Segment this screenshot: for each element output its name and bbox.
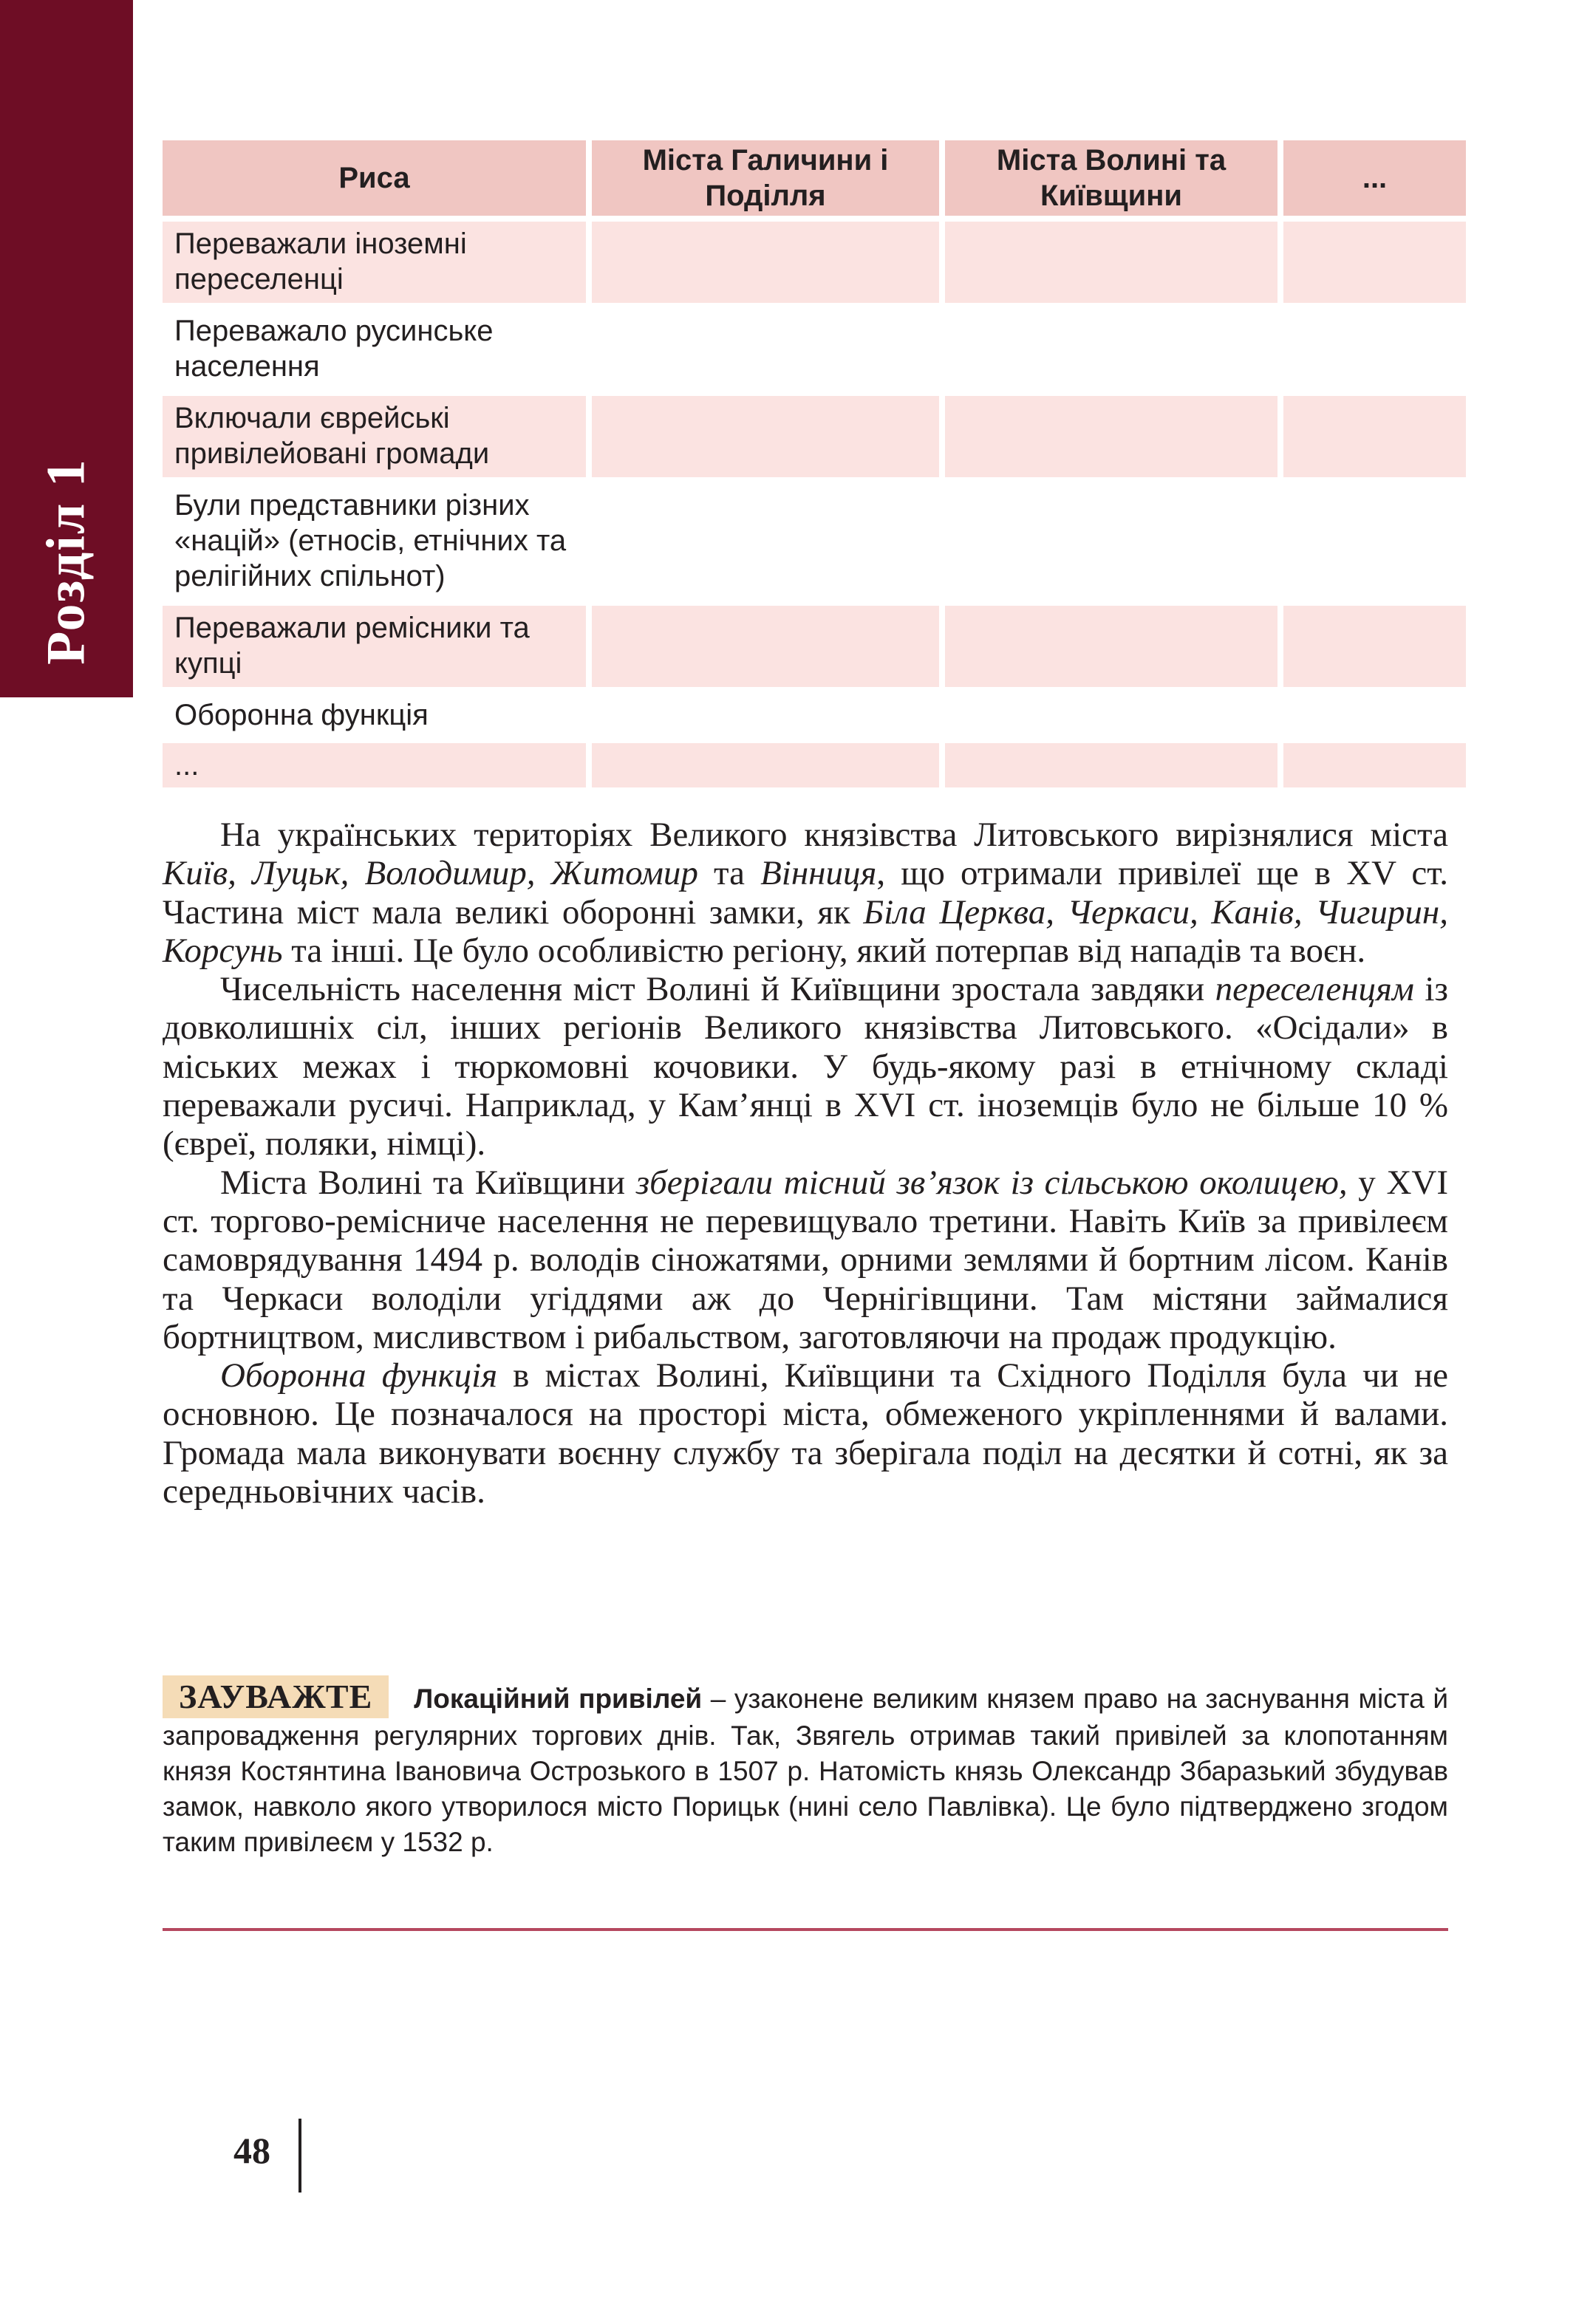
table-row: [163, 693, 1466, 737]
answer-cell: [945, 693, 1277, 737]
note-label: ЗАУВАЖТЕ: [163, 1675, 389, 1718]
main-text: [163, 816, 1448, 1511]
row-label: ...: [163, 743, 586, 787]
header-galicia-podillia: Міста Галичини і Поділля: [592, 140, 939, 216]
page-number: 48: [233, 2130, 270, 2171]
header-feature: Риса: [163, 140, 586, 216]
header-more: ...: [1283, 140, 1466, 216]
answer-cell: [1283, 606, 1466, 687]
note-term: Локаційний привілей: [414, 1684, 703, 1714]
answer-cell: [592, 309, 939, 390]
emphasis-term: Оборонна функція: [220, 1356, 498, 1395]
answer-cell: [1283, 693, 1466, 737]
row-label: Переважало русинське населення: [163, 309, 586, 390]
table-row: [163, 309, 1466, 390]
note-box: [163, 1675, 1448, 1860]
answer-cell: [592, 483, 939, 600]
paragraph: [163, 1356, 1448, 1511]
answer-cell: [945, 483, 1277, 600]
city-names: Київ, Луцьк, Володимир, Житомир: [163, 854, 698, 893]
table-row: [163, 606, 1466, 687]
answer-cell: [592, 396, 939, 477]
row-label: Переважали ремісники та купці: [163, 606, 586, 687]
answer-cell: [592, 693, 939, 737]
city-names: Біла Церква, Черкаси, Канів, Чигирин, Корсунь: [163, 892, 1449, 970]
answer-cell: [945, 309, 1277, 390]
answer-cell: [1283, 222, 1466, 303]
text-run: у XVI ст. торгово-ремісниче населення не перевищувало третини. Навіть Київ за привілеєм самоврядування 1494 р. володів сіножатями, орними землями й бортним лісом. Канів та Черкаси володіли угіддями аж до Чернігівщини. Там містяни займалися бортництвом, мисливством і рибальством, заготовляючи на продаж продукцію.: [163, 1163, 1448, 1356]
comparison-table: [157, 134, 1472, 793]
answer-cell: [592, 606, 939, 687]
table-header-row: [163, 140, 1466, 216]
row-label: Були представники різних «націй» (етносів, етнічних та релігійних спільнот): [163, 483, 586, 600]
text-run: Міста Волині та Київщини: [220, 1163, 636, 1202]
paragraph: [163, 816, 1448, 970]
header-volyn-kyiv: Міста Волині та Київщини: [945, 140, 1277, 216]
answer-cell: [945, 743, 1277, 787]
note-text: – узаконене великим князем право на заснування міста й запровадження регулярних торгових днів. Так, Звягель отримав такий привілей за клопотанням князя Костянтина Івановича Острозького в 1507 р. Натомість князь Олександр Збаразький збудував замок, навколо якого утворилося місто Порицьк (нині село Павлівка). Це було підтверджено згодом таким привілеєм у 1532 р.: [163, 1684, 1448, 1857]
text-run: Чисельність населення міст Волині й Київщини зростала завдяки: [220, 970, 1215, 1009]
answer-cell: [945, 606, 1277, 687]
paragraph: [163, 1163, 1448, 1356]
page-number-bar: [299, 2119, 301, 2193]
answer-cell: [1283, 743, 1466, 787]
table-row: [163, 483, 1466, 600]
section-side-tab: [0, 0, 133, 697]
row-label: Включали єврейські привілейовані громади: [163, 396, 586, 477]
emphasis-term: зберігали тісний зв’язок із сільською околицею,: [635, 1163, 1348, 1202]
answer-cell: [592, 222, 939, 303]
text-run: із довколишніх сіл, інших регіонів Великого князівства Литовського. «Осідали» в міських межах і тюркомовні кочовики. У будь-якому разі в етнічному складі переважали русичі. Наприклад, у Кам’янці в XVI ст. іноземців було не більше 10 % (євреї, поляки, німці).: [163, 970, 1448, 1163]
text-run: , що отримали привілеї ще в XV ст. Частина міст мала великі оборонні замки, як: [163, 854, 1448, 932]
answer-cell: [1283, 309, 1466, 390]
text-run: в містах Волині, Київщини та Східного Поділля була чи не основною. Це позначалося на просторі міста, обмеженого укріпленнями й валами. Громада мала виконувати воєнну службу та зберігала поділ на десятки й сотні, як за середньовічних часів.: [163, 1356, 1448, 1511]
answer-cell: [1283, 483, 1466, 600]
answer-cell: [1283, 396, 1466, 477]
table-row: [163, 743, 1466, 787]
answer-cell: [945, 396, 1277, 477]
emphasis-term: переселенцям: [1215, 970, 1414, 1009]
text-run: та інші. Це було особливістю регіону, який потерпав від нападів та воєн.: [282, 931, 1366, 970]
row-label: Оборонна функція: [163, 693, 586, 737]
section-label: Розділ 1: [35, 458, 97, 665]
divider-line: [163, 1928, 1448, 1931]
text-run: та: [697, 854, 761, 893]
city-name: Вінниця: [760, 854, 877, 893]
table-row: [163, 396, 1466, 477]
paragraph: [163, 970, 1448, 1163]
table-row: [163, 222, 1466, 303]
answer-cell: [945, 222, 1277, 303]
answer-cell: [592, 743, 939, 787]
text-run: На українських територіях Великого князівства Литовського вирізнялися міста: [220, 816, 1448, 854]
row-label: Переважали іноземні переселенці: [163, 222, 586, 303]
